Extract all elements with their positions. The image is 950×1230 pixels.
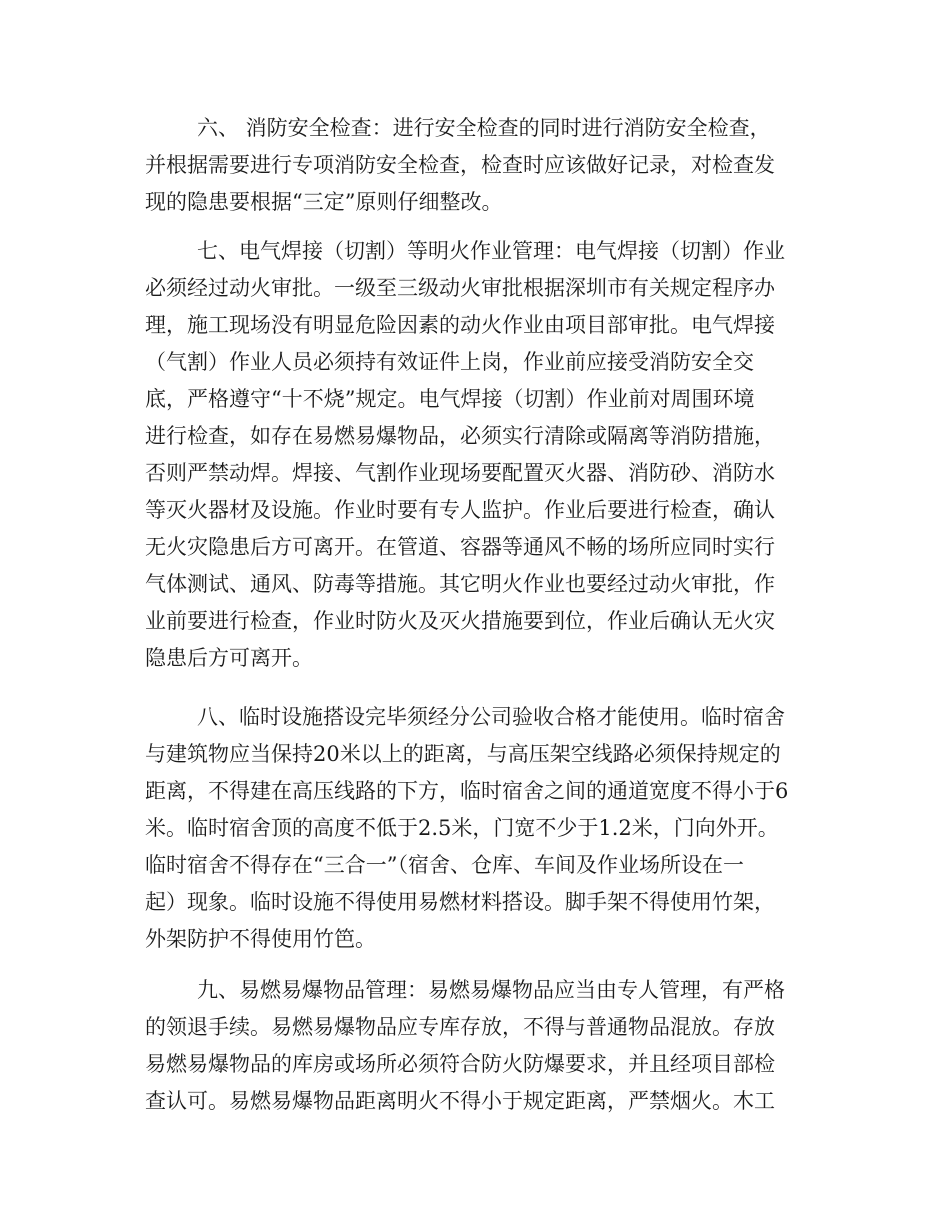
section-7-line-7: 否则严禁动焊。焊接、气割作业现场要配置灭火器、消防砂、消防水 (145, 461, 775, 485)
section-7-line-9: 无火灾隐患后方可离开。在管道、容器等通风不畅的场所应同时实行 (145, 535, 775, 559)
section-8-line-5: 临时宿舍不得存在“三合一”（宿舍、仓库、车间及作业场所设在一 (145, 853, 744, 877)
section-8-line-1: 八、临时设施搭设完毕须经分公司验收合格才能使用。临时宿舍 (197, 705, 785, 729)
section-7-line-11: 业前要进行检查，作业时防火及灭火措施要到位，作业后确认无火灾 (145, 609, 775, 633)
section-9-line-1: 九、易燃易爆物品管理：易燃易爆物品应当由专人管理，有严格 (197, 978, 785, 1002)
section-7-line-6: 进行检查，如存在易燃易爆物品，必须实行清除或隔离等消防措施， (145, 424, 775, 448)
section-6-line-2: 并根据需要进行专项消防安全检查，检查时应该做好记录，对检查发 (145, 153, 775, 177)
section-7-line-4: （气割）作业人员必须持有效证件上岗，作业前应接受消防安全交 (145, 350, 754, 374)
section-7-line-3: 理，施工现场没有明显危险因素的动火作业由项目部审批。电气焊接 (145, 313, 775, 337)
section-9-line-3: 易燃易爆物品的库房或场所必须符合防火防爆要求，并且经项目部检 (145, 1052, 775, 1076)
section-8-line-4: 米。临时宿舍顶的高度不低于2.5米，门宽不少于1.2米，门向外开。 (145, 816, 779, 840)
section-8-line-6: 起）现象。临时设施不得使用易燃材料搭设。脚手架不得使用竹架， (145, 890, 775, 914)
section-8-line-7: 外架防护不得使用竹笆。 (145, 927, 376, 951)
section-7-line-12: 隐患后方可离开。 (145, 646, 313, 670)
section-7-line-10: 气体测试、通风、防毒等措施。其它明火作业也要经过动火审批，作 (145, 572, 775, 596)
section-6-line-3: 现的隐患要根据“三定”原则仔细整改。 (145, 190, 503, 214)
section-7-line-8: 等灭火器材及设施。作业时要有专人监护。作业后要进行检查，确认 (145, 498, 775, 522)
section-8-line-3: 距离，不得建在高压线路的下方，临时宿舍之间的通道宽度不得小于6 (145, 779, 789, 803)
section-9-line-2: 的领退手续。易燃易爆物品应专库存放，不得与普通物品混放。存放 (145, 1015, 775, 1039)
section-7-line-5: 底，严格遵守“十不烧”规定。电气焊接（切割）作业前对周围环境 (145, 387, 755, 411)
section-7-line-1: 七、电气焊接（切割）等明火作业管理：电气焊接（切割）作业 (197, 239, 785, 263)
section-9-line-4: 查认可。易燃易爆物品距离明火不得小于规定距离，严禁烟火。木工 (145, 1089, 775, 1113)
section-8-line-2: 与建筑物应当保持20米以上的距离，与高压架空线路必须保持规定的 (145, 742, 781, 766)
section-7-line-2: 必须经过动火审批。一级至三级动火审批根据深圳市有关规定程序办 (145, 276, 775, 300)
section-6-line-1: 六、 消防安全检查：进行安全检查的同时进行消防安全检查， (197, 116, 771, 140)
